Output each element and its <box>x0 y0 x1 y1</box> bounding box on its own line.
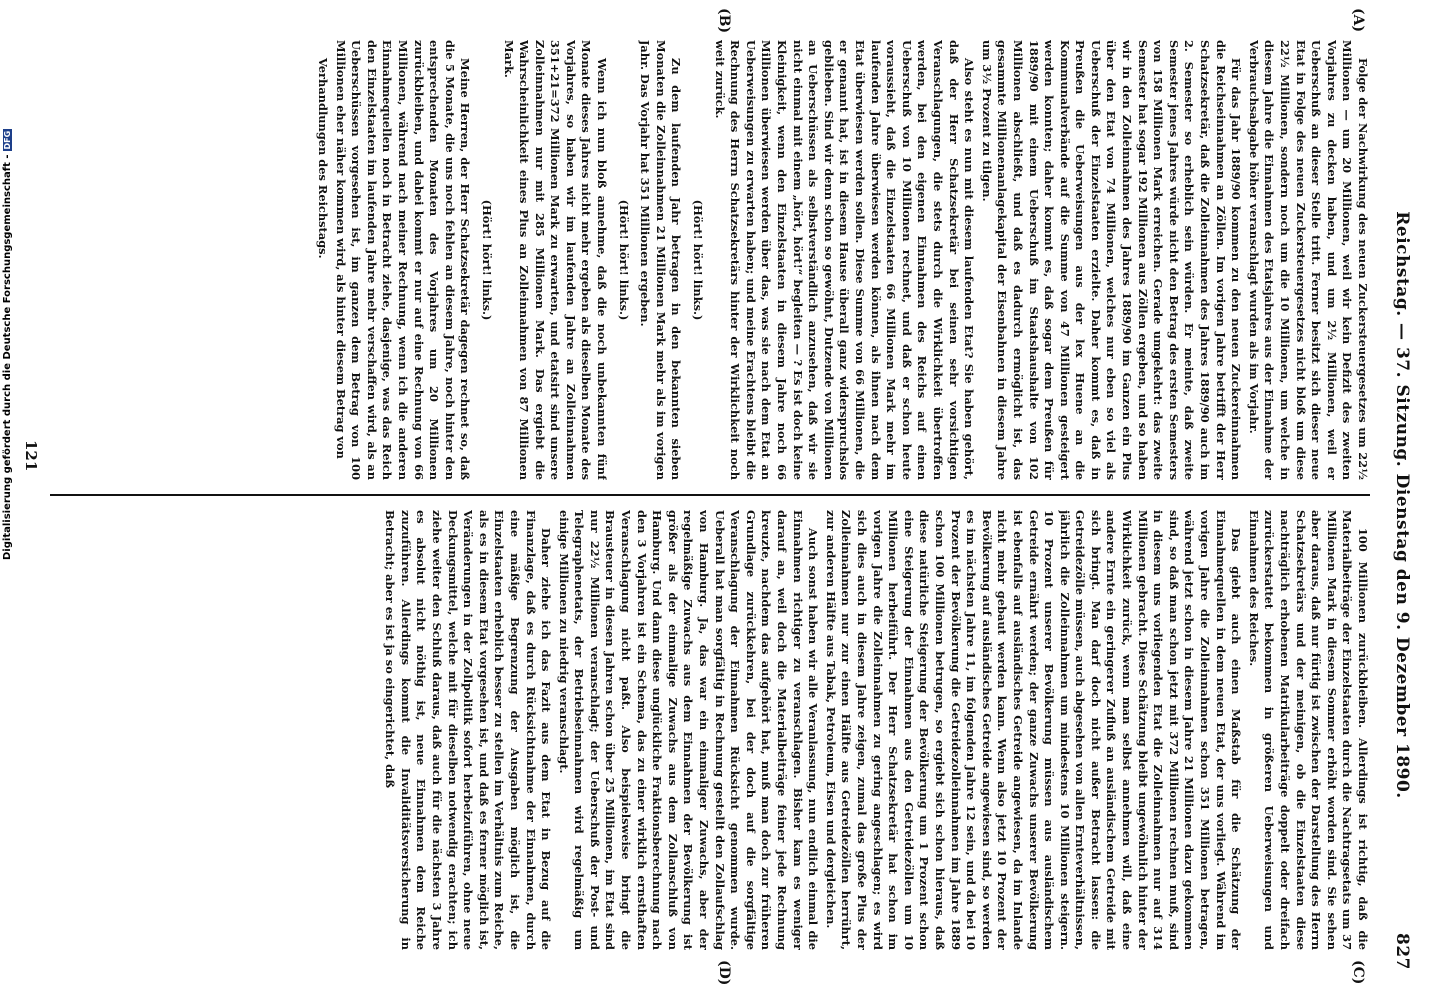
left-column <box>50 40 1370 480</box>
paragraph: Wenn ich nun bloß annehme, daß die noch unbekannten fünf Monate dieses Jahres nicht mehr ergeben als dieselben Monate des Vorjahres, so haben wir im laufenden Jahre an Zolleinnahmen 351+21=372 Millionen Mark zu erwarten, und etatsirt sind unsere Zolleinnahmen nur mit 285 Millionen Mark. Das ergiebt die Wahrscheinlichkeit eines Plus an Zolleinnahmen von 87 Millionen Mark. <box>501 40 610 480</box>
margin-mark-d: (D) <box>716 960 732 986</box>
paragraph: Meine Herren, der Herr Schatzsekretär dagegen rechnet so, daß die 5 Monate, die uns noch fehlen an diesem Jahre, noch hinter den entsprechenden Monaten des Vorjahres um 20 Millionen zurückbleiben, und dabei kommt er nur auf eine Rechnung von 66 Millionen, während nach meiner Rechnung, wenn ich die anderen Einnahmequellen noch in Betracht ziehe, dasjenige, was das Reich den Einzelstaaten im laufenden Jahre mehr verschaffen wird, als an Ueberschüssen vorgesehen ist, im ganzen dem Betrag von 100 Millionen eher näher kommen wird, als hinter diesem Betrag von <box>333 40 473 480</box>
paragraph: Auch sonst haben wir alle Veranlassung, nun endlich einmal die Einnahmen richtiger zu veranschlagen. Bisher kam es weniger darauf an, weil doch die Materialbeiträge feiner jede Rechnung kreuzte, nachdem das aufgehört hat, muß man doch zur früheren Grundlage zurückkehren, bei der doch auf die sorgfältige Veranschlagung der Einnahmen Rücksicht genommen wurde. Ueberall hat man sorgfältig in Rechnung gestellt den Zollaufschlag von Hamburg. Ja, das war ein einmaliger Zuwachs, aber der regelmäßige Zuwachs aus dem Einnahmen der Bevölkerung ist größer als der einmalige Zuwachs aus dem Zollanschluß von Hamburg. Und dann diese unglückliche Fraktionsberechnung nach den 3 Vorjahren ist ein Schema, das zu einer wirklich ernsthaften Veranschlagung nicht paßt. Also beispielsweise bringt die Brausteuer in diesen Jahren schon über 25 Millionen, im Etat sind nur 22½ Millionen veranschlagt; der Ueberschuß der Post- und Telegraphenetats, der Betriebseinnahmen wird regelmäßig um einige Millionen zu niedrig veranschlagt. <box>556 510 821 950</box>
credit-text: Digitalisierung gefördert durch die Deutsche Forschungsgemeinschaft - <box>2 154 13 560</box>
page-header <box>1384 40 1412 970</box>
interjection: (Hört! hört! links.) <box>479 199 494 321</box>
paragraph: 100 Millionen zurückbleiben. Allerdings ist richtig, daß die Materialbeiträge der Einzelstaaten durch die Nachtragsetats um 37 Millionen Mark in diesem Sommer erhöht worden sind. Sie sehen aber daraus, daß nur fürtig ist zwischen der Darstellung des Herrn Schatzsekretärs und der meinigen, ob die Einzelstaaten diese nachträglich erhobenen Matrikularbeiträge doppelt oder dreifach zurückerstattet bekommen in größeren Ueberweisungen und Einnahmen des Reiches. <box>1246 510 1370 950</box>
right-column <box>50 510 1370 950</box>
header-page-number: 827 <box>1392 933 1412 970</box>
dfg-logo: DFG <box>2 130 12 150</box>
footer-note: Verhandlungen des Reichstags. <box>316 58 330 259</box>
column-number: 121 <box>22 440 40 472</box>
paragraph: Also steht es nun mit diesem laufenden Etat? Sie haben gehört, daß der Herr Schatzsekretär bei seinen sehr vorsichtigen Veranschlagungen, die stets durch die Wirklichkeit übertroffen werden, bei den eigenen Einnahmen des Reichs auf einen Ueberschuß von 10 Millionen rechnet, und daß er schon heute voraussieht, daß die Einzelstaaten 66 Millionen Mark mehr im laufenden Jahre überwiesen werden können, als ihnen nach dem Etat überwiesen werden sollen. Diese Summe von 66 Millionen, die er genannt hat, ist in diesem Hause überall ganz widerspruchslos geblieben. Sind wir denn schon so gewöhnt, Dutzende von Millionen an Ueberschüssen als selbstverständlich anzusehen, daß wir sie nicht einmal mit einem „hört, hört!“ begleiten — ? Es ist doch keine Kleinigkeit, wenn den Einzelstaaten in diesem Jahre noch 66 Millionen überwiesen werden über das, was sie nach dem Etat an Ueberweisungen zu erwarten haben; und meine Erachtens bleibt die Rechnung des Herrn Schatzsekretärs hinter der Wirklichkeit noch weit zurück. <box>712 40 977 480</box>
paragraph: Für das Jahr 1889/90 kommen zu den neuen Zuckereinnahmen die Reichseinnahmen an Zöllen. Im vorigen Jahre betrifft der Herr Schatzsekretär, daß die Zolleinnahmen des Jahres 1889/90 auch im 2. Semester so erheblich sein würden. Er meinte, daß zweite Semester jenes Jahres würde nicht den Betrag des ersten Semesters von 158 Millionen Mark erreichen. Gerade umgekehrt: das zweite Semester hat sogar 192 Millionen aus Zöllen ergeben, und so haben wir in den Zolleinnahmen des Jahres 1889/90 im Ganzen ein Plus über den Etat von 74 Millionen, welches nur eben so viel als Ueberschuß der Einzelstaaten erzielte. Daher kommt es, daß in Preußen die Ueberweisungen aus der lex Huene an die Kommunalverbände auf die Summe von 47 Millionen gesteigert werden konnten; daher kommt es, daß sogar dem Preußen für 1889/90 mit einem Ueberschuß im Staatshaushalte von 102 Millionen abschließt, und daß es dadurch ermöglicht ist, das gesammte Millionenanlagekapital der Eisenbahnen in diesem Jahre um 3½ Prozent zu tilgen. <box>979 40 1244 480</box>
column-divider <box>50 494 1370 496</box>
margin-mark-a: (A) <box>1350 8 1366 33</box>
margin-mark-b: (B) <box>716 8 732 34</box>
paragraph: Zu dem laufenden Jahr betragen in den bekannten sieben Monaten die Zolleinnahmen 21 Millionen Mark mehr als im vorigen Jahr. Das Vorjahr hat 351 Millionen ergeben. <box>638 40 684 480</box>
digitization-credit <box>2 129 13 560</box>
paragraph: Folge der Nachwirkung des neuen Zuckersteuergesetzes um 22½ Millionen — um 20 Millionen, weil wir kein Defizit des zweiten Vorjahres zu decken haben, und um 2½ Millionen, weil er Ueberschuß an dieser Stelle tritt. Ferner besitzt sich dieser neue Etat in Folge des neuen Zuckersteuergesetzes nicht bloß um diese 22½ Millionen, sondern noch um die 10 Millionen, um welche in diesem Jahre die Einnahmen des Etatsjahres aus der Einnahme der Verbrauchsabgabe höher veranschlagt wurden als im Vorjahr. <box>1246 40 1370 480</box>
interjection: (Hört! hört! links.) <box>616 199 631 321</box>
margin-mark-c: (C) <box>1350 960 1366 985</box>
paragraph: Das giebt auch einen Maßstab für die Schätzung der Einnahmequellen in dem neuen Etat, der uns vorliegt. Während im vorigen Jahre die Zolleinnahmen schon 351 Millionen betragen, während jetzt schon in diesem Jahre 21 Millionen dazu gekommen sind, so daß man schon jetzt mit 372 Millionen rechnen muß, sind in diesem uns vorliegenden Etat die Zolleinnahmen nur auf 314 Millionen gebracht. Diese Schätzung bleibt ungewöhnlich hinter der Wirklichkeit zurück, wenn man selbst annehmen will, daß eine andere Ernte ein geringerer Zufluß an ausländischem Getreide mit sich bringt. Man darf doch nicht außer Betracht lassen: die Getreidezölle müssen, auch abgesehen von allen Ernteverhältnissen, jährlich die Zolleinnahmen um mindestens 10 Millionen steigern. 10 Prozent unserer Bevölkerung müssen aus ausländischem Getreide ernährt werden; der ganze Zuwachs unserer Bevölkerung ist ebenfalls auf ausländisches Getreide angewiesen, da im Inlande nicht mehr gebaut werden kann. Wenn also jetzt 10 Prozent der Bevölkerung auf ausländisches Getreide angewiesen sind, so werden es im nächsten Jahre 11, im folgenden Jahre 12 sein, und da bei 10 Prozent der Bevölkerung die Getreidezolleinnahmen im Jahre 1889 schon 100 Millionen betrugen, so ergiebt sich schon hieraus, daß diese natürliche Steigerung der Bevölkerung um 1 Prozent schon eine Steigerung der Einnahmen aus den Getreidezöllen um 10 Millionen herbeiführt. Der Herr Schatzsekretär hat schon im vorigen Jahre die Zolleinnahmen zu gering angeschlagen; es wird sich dies auch in diesem Jahre zeigen, zumal das große Plus der Zolleinnahmen nur zur einen Hälfte aus Getreidezöllen herrührt, zur anderen Hälfte aus Tabak, Petroleum, Eisen und dergleichen. <box>823 510 1244 950</box>
interjection: (Hört! hört! links.) <box>691 199 706 321</box>
header-title: Reichstag. — 37. Sitzung. Dienstag den 9. Dezember 1890. <box>1392 211 1412 799</box>
paragraph: Daher ziehe ich das Fazit aus dem Etat in Bezug auf die Finanzlage, daß es durch Rücksichtnahme der Einnahmen, durch eine mäßige Begrenzung der Ausgaben möglich ist, die Einzelstaaten erheblich besser zu stellen im Verhältnis zum Reiche, als es in diesem Etat vorgesehen ist, und daß es ferner möglich ist, Veränderungen in der Zollpolitik sofort herbeizuführen, ohne neue Deckungsmittel, welche mit für dieselben notwendig erachten; ich ziehe weiter den Schluß daraus, daß auch für die nächsten 3 Jahre es absolut nicht nöthig ist, neue Einnahmen dem Reiche zuzuführen. Allerdings kommt die Invaliditätsversicherung in Betracht; aber es ist ja so eingerichtet, daß <box>383 510 554 950</box>
